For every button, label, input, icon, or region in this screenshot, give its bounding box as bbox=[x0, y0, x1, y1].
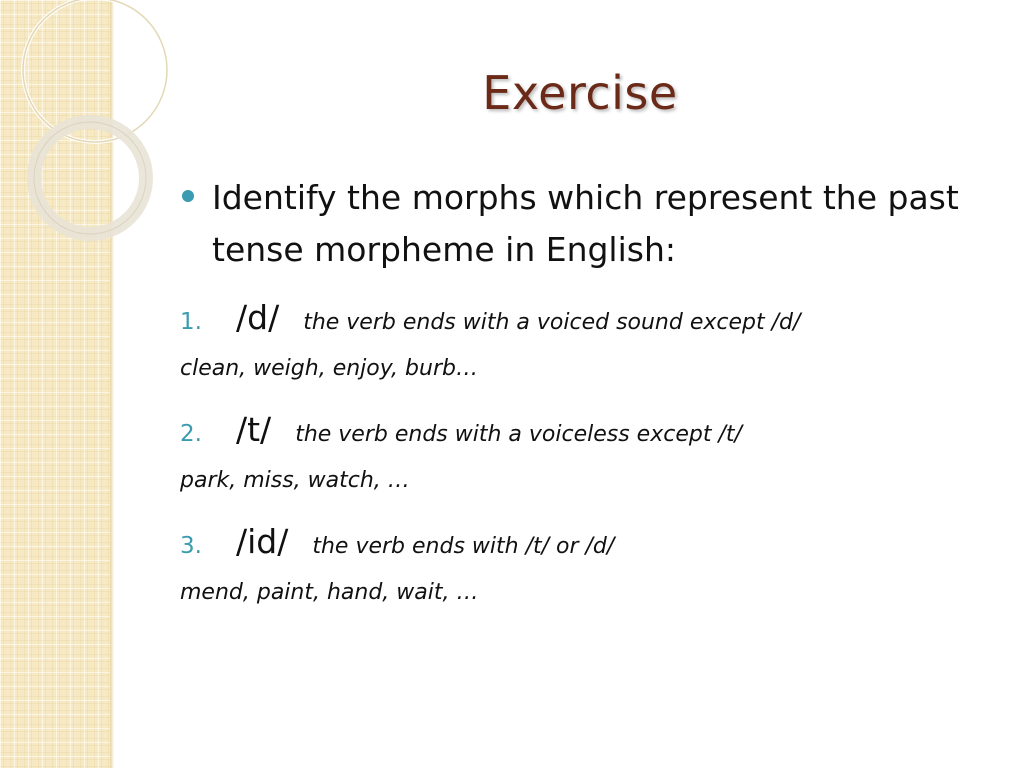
bullet-point bbox=[182, 172, 982, 276]
morph-description: the verb ends with /t/ or /d/ bbox=[312, 534, 615, 559]
morph-label: /t/ bbox=[236, 410, 272, 449]
examples-3: mend, paint, hand, wait, … bbox=[180, 580, 479, 605]
list-number: 3. bbox=[180, 533, 202, 559]
morph-description: the verb ends with a voiced sound except /d/ bbox=[303, 310, 801, 335]
examples-1: clean, weigh, enjoy, burb… bbox=[180, 356, 478, 381]
bullet-text: Identify the morphs which represent the past tense morpheme in English: bbox=[212, 178, 959, 269]
slide-title: Exercise bbox=[482, 66, 678, 120]
list-number: 2. bbox=[180, 421, 202, 447]
morph-label: /d/ bbox=[236, 298, 280, 337]
examples-2: park, miss, watch, … bbox=[180, 468, 410, 493]
list-item-3 bbox=[180, 522, 614, 562]
decorative-rings bbox=[0, 0, 200, 260]
list-item-1 bbox=[180, 298, 800, 338]
list-item-2 bbox=[180, 410, 742, 450]
bullet-dot-icon bbox=[182, 190, 194, 202]
list-number: 1. bbox=[180, 309, 202, 335]
morph-description: the verb ends with a voiceless except /t/ bbox=[295, 422, 742, 447]
morph-label: /id/ bbox=[236, 522, 289, 561]
